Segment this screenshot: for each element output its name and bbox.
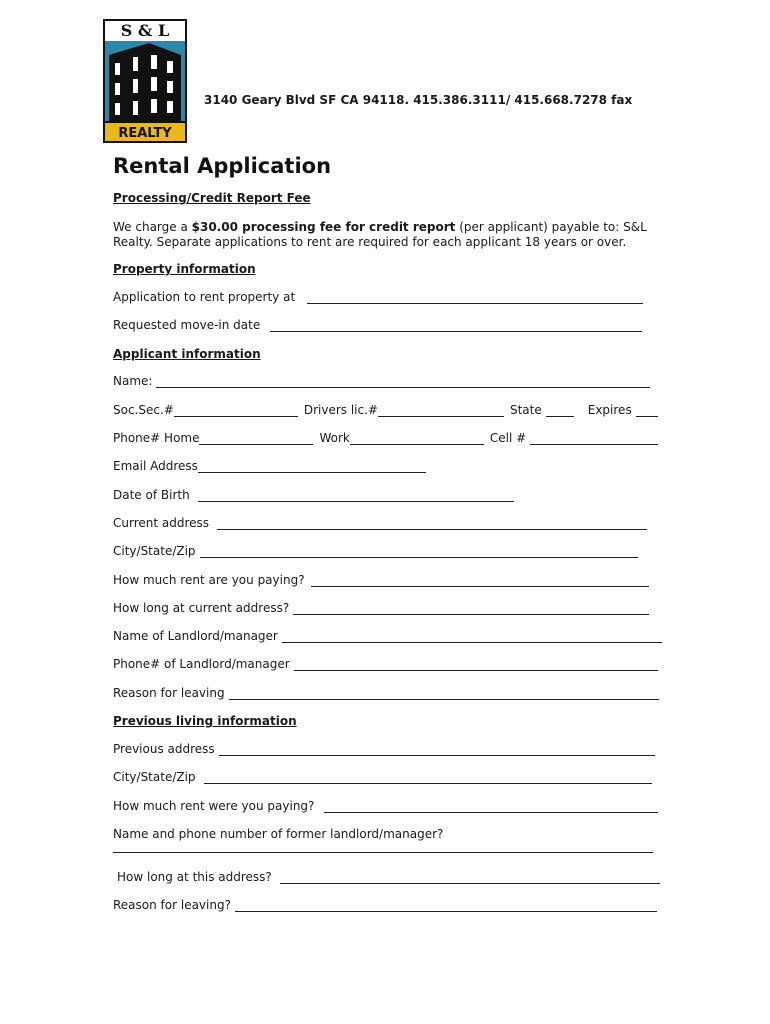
- previous-heading: Previous living information: [113, 714, 297, 728]
- cell-field[interactable]: [530, 433, 658, 445]
- company-logo: [103, 19, 187, 143]
- ssn-label: Soc.Sec.#: [113, 403, 174, 417]
- landlord-name-field[interactable]: [282, 631, 662, 643]
- property-heading: Property information: [113, 262, 256, 276]
- property-address-field[interactable]: [307, 292, 643, 304]
- logo-top-text: S & L: [120, 21, 170, 40]
- property-address-row: [113, 288, 643, 304]
- fee-text-after: (per applicant) payable to: S&L Realty. Separate applications to rent are required for each applicant 18 years or over.: [113, 220, 647, 249]
- fee-text-bold: $30.00 processing fee for credit report: [191, 220, 456, 234]
- landlord-phone-row: [113, 655, 658, 671]
- reason-leaving-field[interactable]: [229, 688, 659, 700]
- former-landlord-field[interactable]: [113, 852, 653, 853]
- applicant-heading: Applicant information: [113, 347, 261, 361]
- prev-reason-leaving-row: [113, 896, 657, 912]
- rent-were-paying-row: [113, 797, 658, 813]
- current-address-row: [113, 514, 647, 530]
- current-address-label: Current address: [113, 516, 210, 530]
- state-label: State: [509, 403, 542, 417]
- city-state-zip-field[interactable]: [200, 546, 638, 558]
- work-field[interactable]: [350, 433, 484, 445]
- movein-date-field[interactable]: [270, 320, 642, 332]
- prev-city-state-zip-row: [113, 768, 652, 784]
- rent-paying-field[interactable]: [311, 575, 649, 587]
- email-row: [113, 457, 426, 473]
- name-label: Name:: [113, 374, 153, 388]
- phone-home-field[interactable]: [199, 433, 313, 445]
- landlord-phone-label: Phone# of Landlord/manager: [113, 657, 290, 671]
- fee-text-before: We charge a: [113, 220, 192, 234]
- previous-address-field[interactable]: [219, 744, 655, 756]
- fee-paragraph: [113, 220, 673, 250]
- fee-heading: Processing/Credit Report Fee: [113, 191, 311, 205]
- ids-row: [113, 401, 658, 417]
- logo-bottom-text: REALTY: [118, 126, 172, 141]
- dob-row: [113, 486, 514, 502]
- name-row: [113, 372, 650, 388]
- work-label: Work: [319, 431, 350, 445]
- how-long-this-field[interactable]: [280, 872, 660, 884]
- movein-date-row: [113, 316, 642, 332]
- name-field[interactable]: [156, 376, 650, 388]
- ssn-field[interactable]: [174, 405, 298, 417]
- how-long-this-label: How long at this address?: [117, 870, 272, 884]
- page-title: Rental Application: [113, 154, 332, 178]
- expires-label: Expires: [587, 403, 632, 417]
- drivers-label: Drivers lic.#: [303, 403, 378, 417]
- previous-address-label: Previous address: [113, 742, 215, 756]
- reason-leaving-row: [113, 684, 659, 700]
- rent-paying-label: How much rent are you paying?: [113, 573, 305, 587]
- former-landlord-label: Name and phone number of former landlord/manager?: [113, 827, 444, 841]
- drivers-field[interactable]: [378, 405, 504, 417]
- company-address: 3140 Geary Blvd SF CA 94118. 415.386.3111/ 415.668.7278 fax: [204, 93, 633, 107]
- landlord-name-label: Name of Landlord/manager: [113, 629, 278, 643]
- movein-date-label: Requested move-in date: [113, 318, 261, 332]
- expires-field[interactable]: [636, 405, 658, 417]
- email-label: Email Address: [113, 459, 198, 473]
- how-long-current-field[interactable]: [293, 603, 649, 615]
- rent-were-paying-field[interactable]: [324, 801, 658, 813]
- property-address-label: Application to rent property at: [113, 290, 296, 304]
- dob-field[interactable]: [198, 490, 514, 502]
- dob-label: Date of Birth: [113, 488, 190, 502]
- how-long-this-row: [117, 868, 660, 884]
- landlord-name-row: [113, 627, 662, 643]
- landlord-phone-field[interactable]: [294, 659, 658, 671]
- prev-reason-leaving-label: Reason for leaving?: [113, 898, 231, 912]
- prev-city-state-zip-field[interactable]: [204, 772, 652, 784]
- former-landlord-row: [113, 825, 443, 841]
- city-state-zip-row: [113, 542, 638, 558]
- how-long-current-row: [113, 599, 649, 615]
- previous-address-row: [113, 740, 655, 756]
- how-long-current-label: How long at current address?: [113, 601, 290, 615]
- rent-paying-row: [113, 571, 649, 587]
- city-state-zip-label: City/State/Zip: [113, 544, 196, 558]
- email-field[interactable]: [198, 461, 426, 473]
- phones-row: [113, 429, 658, 445]
- prev-reason-leaving-field[interactable]: [235, 900, 657, 912]
- current-address-field[interactable]: [217, 518, 647, 530]
- state-field[interactable]: [546, 405, 574, 417]
- phone-home-label: Phone# Home: [113, 431, 200, 445]
- cell-label: Cell #: [489, 431, 527, 445]
- rent-were-paying-label: How much rent were you paying?: [113, 799, 315, 813]
- reason-leaving-label: Reason for leaving: [113, 686, 225, 700]
- prev-city-state-zip-label: City/State/Zip: [113, 770, 196, 784]
